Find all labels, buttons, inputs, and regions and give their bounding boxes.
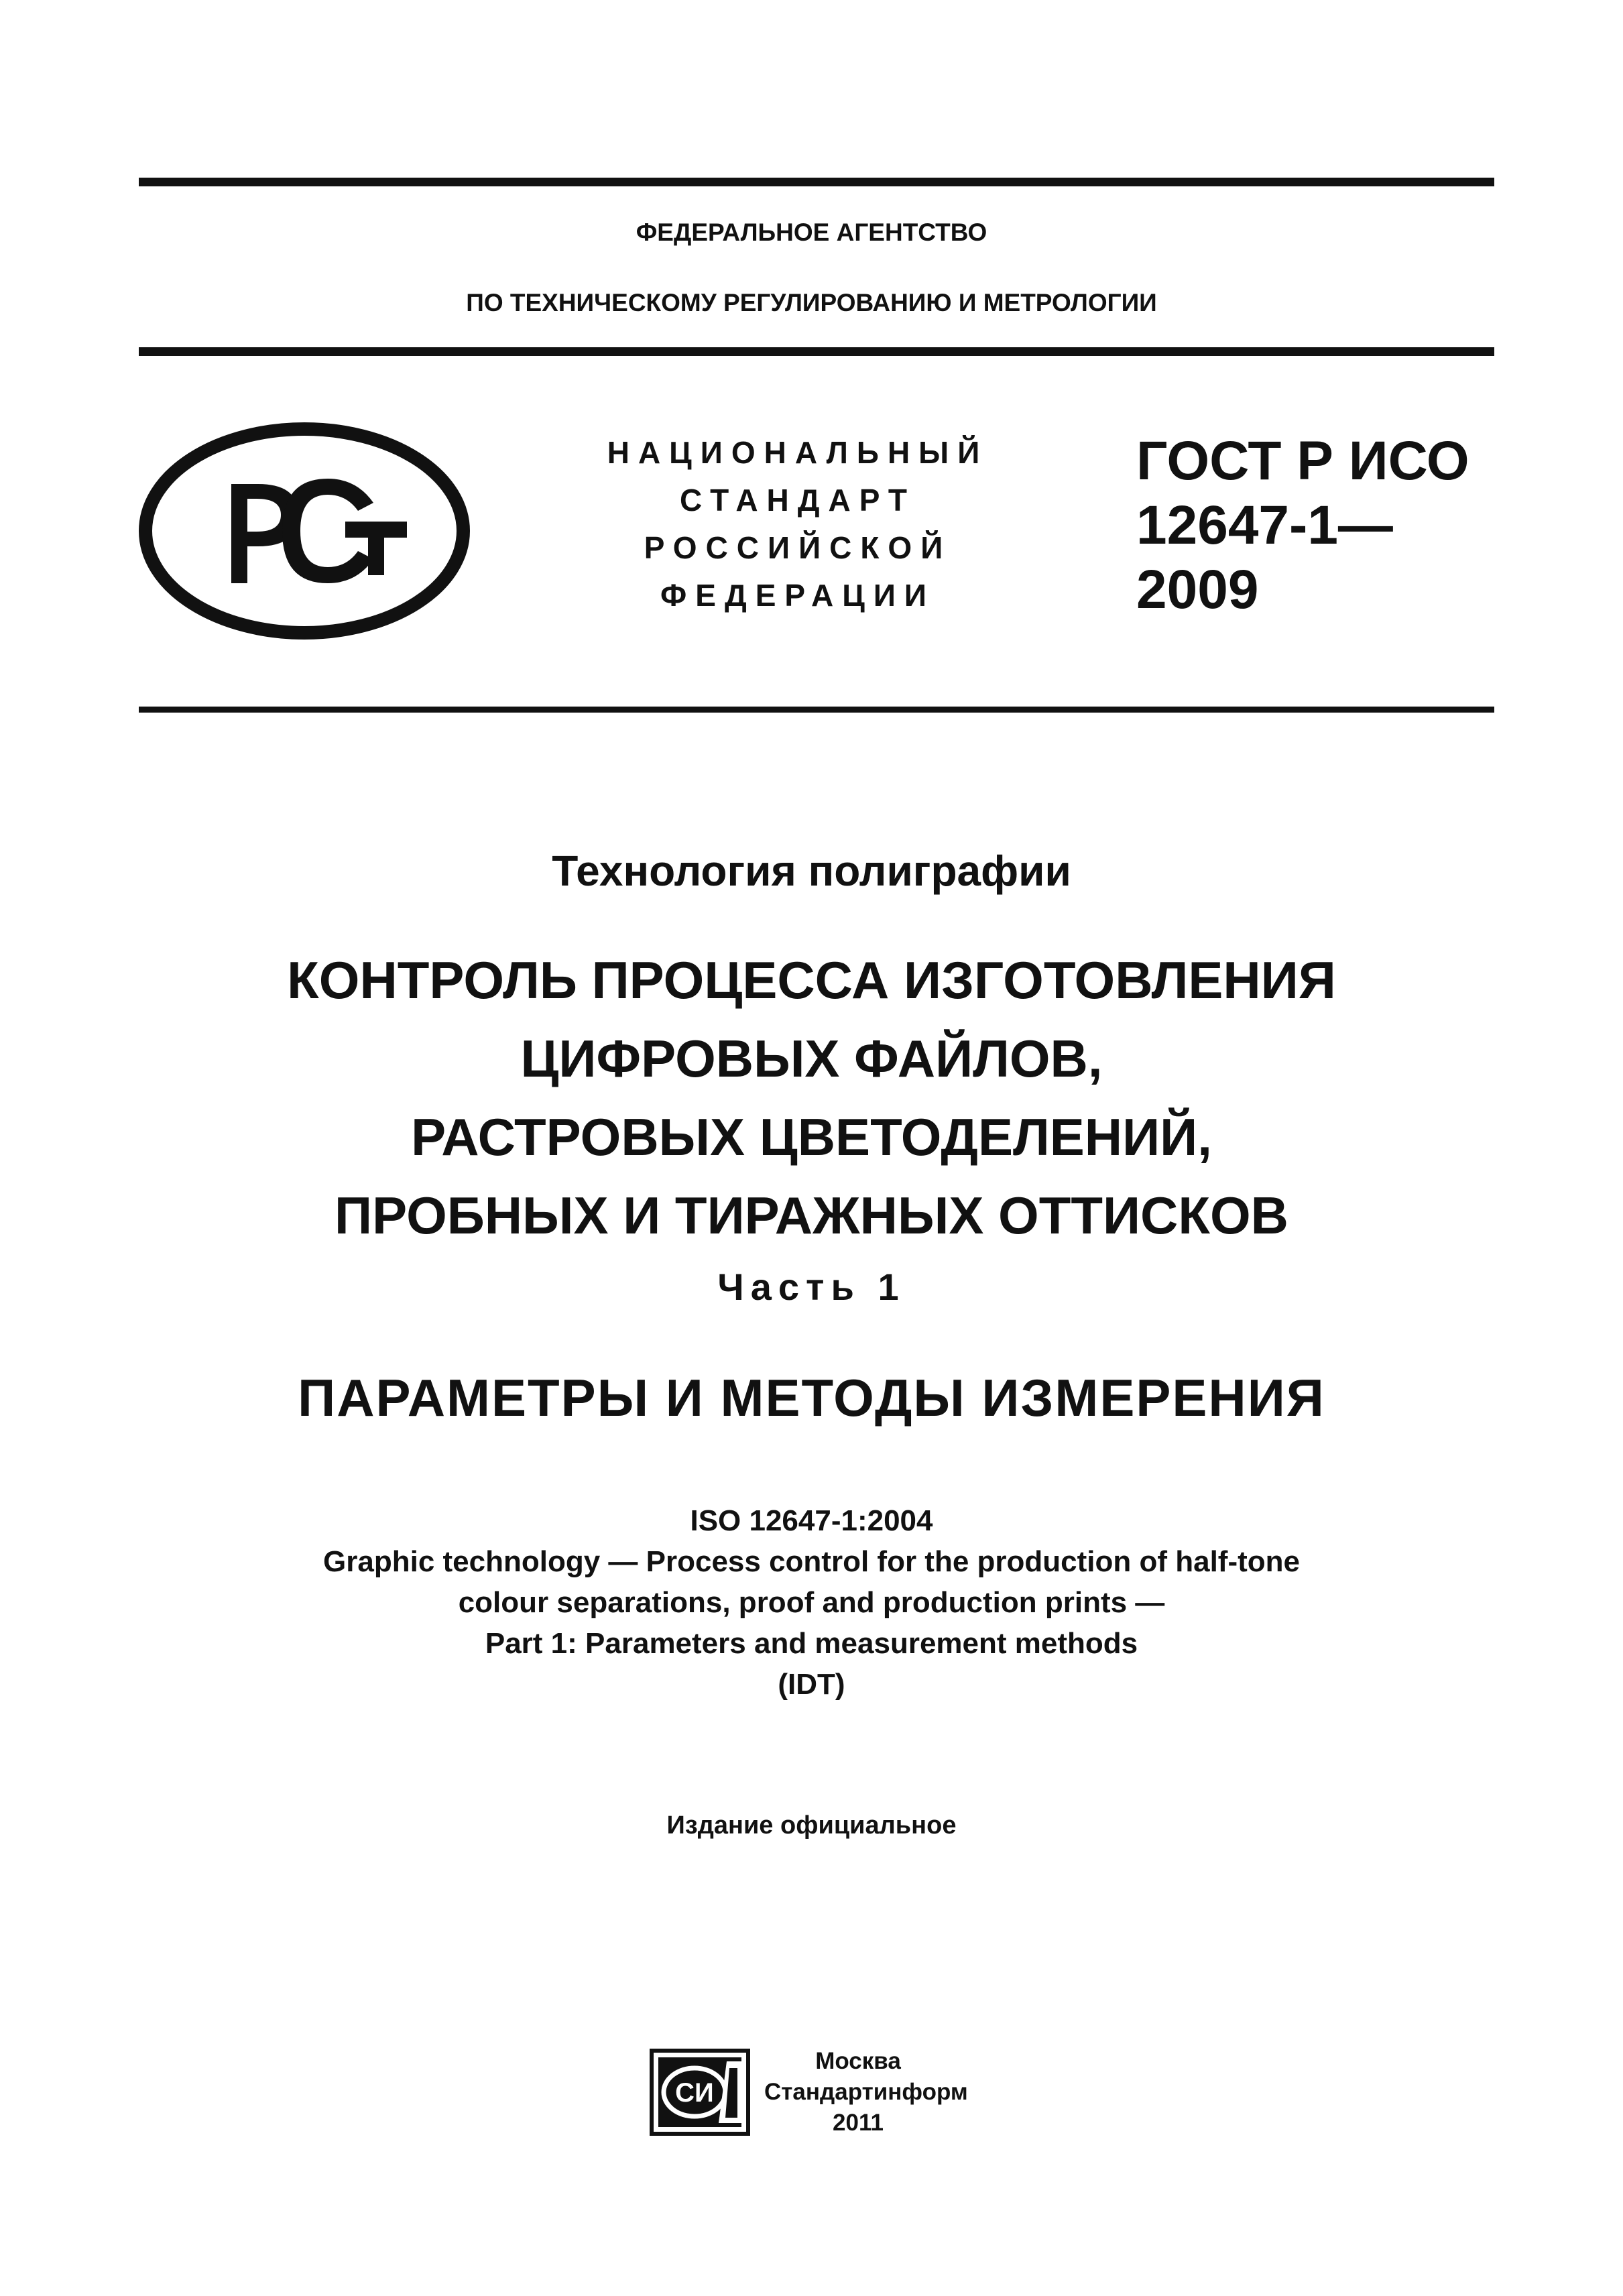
designation-rule — [139, 707, 1494, 713]
part-title: ПАРАМЕТРЫ И МЕТОДЫ ИЗМЕРЕНИЯ — [298, 1368, 1325, 1427]
edition-label: Издание официальное — [666, 1811, 957, 1839]
agency-line-1: ФЕДЕРАЛЬНОЕ АГЕНТСТВО — [636, 219, 987, 246]
designation-line-3: 2009 — [1136, 559, 1259, 620]
national-standard-line-3: РОССИЙСКОЙ — [644, 530, 952, 565]
iso-reference: ISO 12647-1:2004 Graphic technology — Process control for the production of half-tone colour separations, proof and production prints — Part 1: Parameters and measurement methods (IDT) — [323, 1504, 1300, 1701]
designation-line-1: ГОСТ Р ИСО — [1136, 430, 1469, 491]
subject-heading: Технология полиграфии — [552, 847, 1071, 895]
standartinform-logo-icon — [649, 2048, 751, 2136]
svg-text:СИ: СИ — [675, 2078, 714, 2108]
standard-designation — [1136, 429, 1469, 622]
publisher-city: Москва — [815, 2048, 901, 2074]
publisher-name: Стандартинформ — [764, 2079, 968, 2105]
publication-year: 2011 — [833, 2110, 884, 2136]
publisher-info — [764, 2046, 968, 2138]
national-standard-line-1: НАЦИОНАЛЬНЫЙ — [607, 435, 989, 470]
document-title: КОНТРОЛЬ ПРОЦЕССА ИЗГОТОВЛЕНИЯ ЦИФРОВЫХ ФАЙЛОВ, РАСТРОВЫХ ЦВЕТОДЕЛЕНИЙ, ПРОБНЫХ И ТИРАЖНЫХ ОТТИСКОВ — [287, 951, 1336, 1245]
designation-line-2: 12647-1— — [1136, 495, 1393, 556]
national-standard-line-2: СТАНДАРТ — [680, 483, 916, 518]
national-standard-line-4: ФЕДЕРАЦИИ — [660, 578, 935, 613]
header-rule — [139, 347, 1494, 356]
agency-line-2: ПО ТЕХНИЧЕСКОМУ РЕГУЛИРОВАНИЮ И МЕТРОЛОГИИ — [466, 289, 1157, 316]
rst-logo-icon — [139, 422, 471, 640]
national-standard-label — [570, 429, 1026, 619]
top-rule — [139, 178, 1494, 186]
part-label: Часть 1 — [717, 1266, 906, 1308]
